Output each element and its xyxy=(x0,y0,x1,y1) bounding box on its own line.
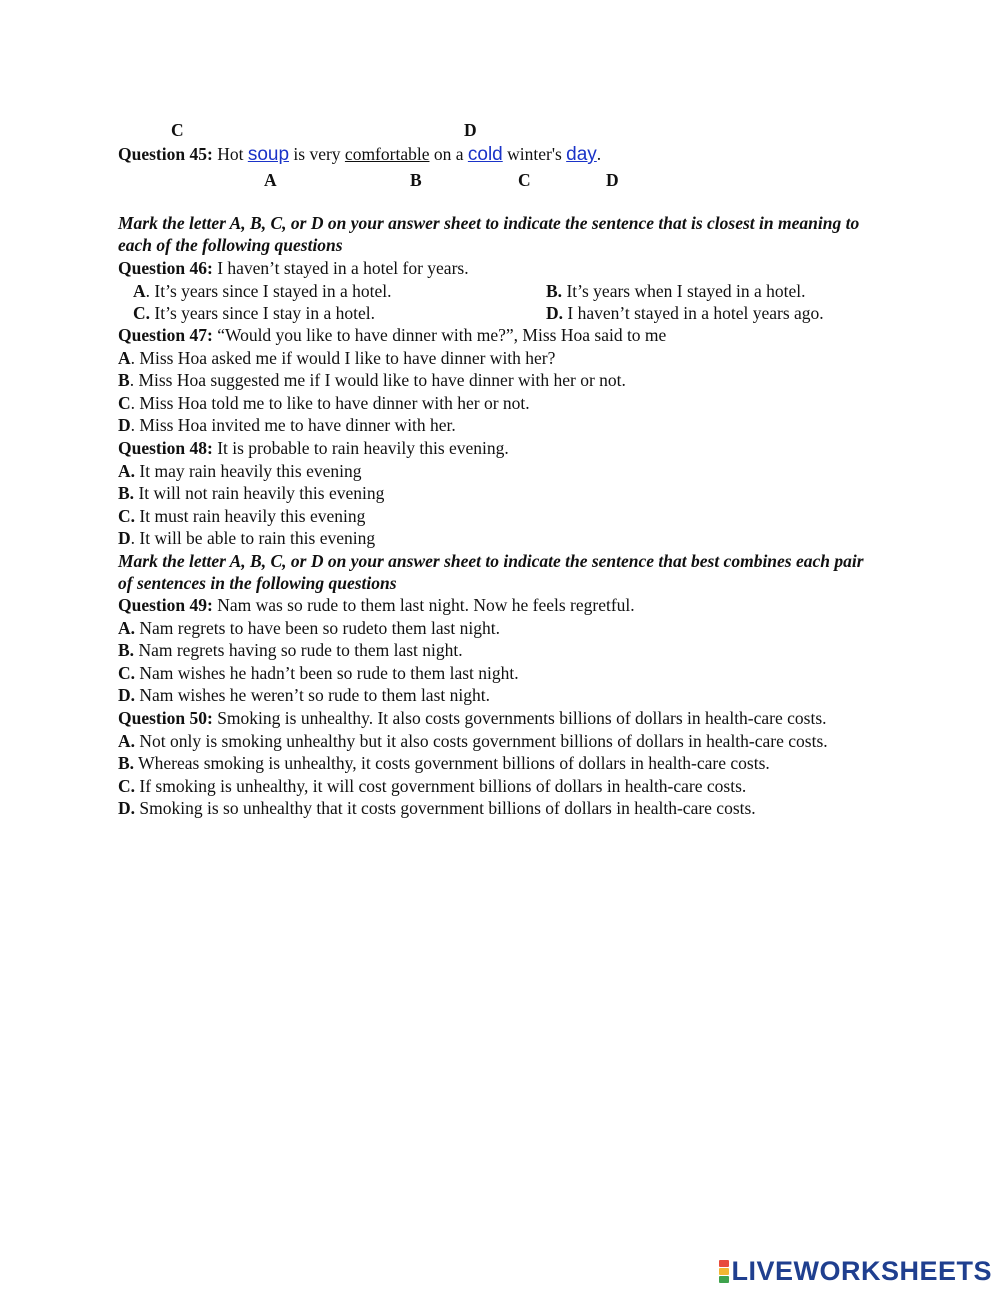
q44-letter-d: D xyxy=(464,120,477,140)
q45-letter-a: A xyxy=(264,170,277,190)
option-text: . Miss Hoa invited me to have dinner with her. xyxy=(130,415,456,435)
option-text: Nam wishes he weren’t so rude to them last night. xyxy=(135,685,490,705)
q50-option-a xyxy=(118,730,828,752)
q46-option-b-label: B. xyxy=(546,281,563,301)
question-49 xyxy=(118,594,635,616)
option-label: A. xyxy=(118,461,136,481)
option-text: Smoking is so unhealthy that it costs government billions of dollars in health-care costs. xyxy=(135,798,756,818)
option-text: Whereas smoking is unhealthy, it costs government billions of dollars in health-care costs. xyxy=(134,753,770,773)
question-45 xyxy=(118,143,601,166)
question-47-label: Question 47: xyxy=(118,325,213,345)
logo-text: LIVEWORKSHEETS xyxy=(731,1256,992,1286)
option-text: . Miss Hoa told me to like to have dinner with her or not. xyxy=(130,393,530,413)
q45-text-5: . xyxy=(596,144,602,164)
section-1-instruction-line-1: Mark the letter A, B, C, or D on your answer sheet to indicate the sentence that is closest in meaning to xyxy=(118,213,860,233)
question-48-stem: It is probable to rain heavily this evening. xyxy=(212,438,509,458)
q48-option-b xyxy=(118,482,384,504)
liveworksheets-blocks-icon xyxy=(719,1260,727,1283)
liveworksheets-logo[interactable] xyxy=(719,1256,992,1287)
q45-word-soup[interactable]: soup xyxy=(247,144,290,165)
option-label: B. xyxy=(118,640,135,660)
question-50-stem: Smoking is unhealthy. It also costs governments billions of dollars in health-care costs. xyxy=(212,708,827,728)
q49-option-c xyxy=(118,662,519,684)
q45-word-day[interactable]: day xyxy=(566,144,597,165)
option-label: D. xyxy=(118,685,136,705)
question-49-label: Question 49: xyxy=(118,595,213,615)
q45-word-cold[interactable]: cold xyxy=(467,144,503,165)
q49-option-b xyxy=(118,639,463,661)
q49-option-d xyxy=(118,684,490,706)
option-label: A xyxy=(118,348,131,368)
section-1-instruction-line-2: each of the following questions xyxy=(118,235,343,255)
option-text: Not only is smoking unhealthy but it also costs government billions of dollars in health-care costs. xyxy=(135,731,828,751)
q45-text-1: Hot xyxy=(212,144,248,164)
q48-option-a xyxy=(118,460,361,482)
q50-option-c xyxy=(118,775,746,797)
logo-block-green xyxy=(719,1276,729,1283)
question-48 xyxy=(118,437,509,459)
option-label: D xyxy=(118,415,131,435)
section-2-instruction-line-2: of sentences in the following questions xyxy=(118,573,397,593)
q48-option-c xyxy=(118,505,365,527)
q47-option-a xyxy=(118,347,555,369)
q45-text-4: winter's xyxy=(502,144,567,164)
option-label: C xyxy=(118,393,131,413)
q45-letter-c: C xyxy=(518,170,531,190)
question-46 xyxy=(118,257,469,279)
q45-word-comfortable: comfortable xyxy=(344,144,430,164)
question-49-stem: Nam was so rude to them last night. Now he feels regretful. xyxy=(212,595,635,615)
option-text: If smoking is unhealthy, it will cost government billions of dollars in health-care costs. xyxy=(135,776,747,796)
question-47-stem: “Would you like to have dinner with me?”, Miss Hoa said to me xyxy=(212,325,667,345)
option-text: It must rain heavily this evening xyxy=(135,506,366,526)
option-text: Nam regrets to have been so rudeto them last night. xyxy=(135,618,500,638)
q46-option-d-label: D. xyxy=(546,303,564,323)
section-2-instruction-line-1: Mark the letter A, B, C, or D on your answer sheet to indicate the sentence that best combines each pair xyxy=(118,551,864,571)
option-text: It may rain heavily this evening xyxy=(135,461,362,481)
q50-option-d xyxy=(118,797,756,819)
q46-option-a-text: . It’s years since I stayed in a hotel. xyxy=(145,281,392,301)
q46-option-c-text: It’s years since I stay in a hotel. xyxy=(150,303,376,323)
q46-option-b xyxy=(546,280,806,302)
q45-letter-b: B xyxy=(410,170,422,190)
option-label: C. xyxy=(118,663,136,683)
option-text: Nam regrets having so rude to them last night. xyxy=(134,640,463,660)
question-45-label: Question 45: xyxy=(118,144,213,164)
q45-text-2: is very xyxy=(289,144,345,164)
option-label: C. xyxy=(118,506,136,526)
q50-option-b xyxy=(118,752,770,774)
option-text: . Miss Hoa suggested me if I would like to have dinner with her or not. xyxy=(129,370,626,390)
question-48-label: Question 48: xyxy=(118,438,213,458)
option-text: . Miss Hoa asked me if would I like to have dinner with her? xyxy=(130,348,556,368)
q45-text-3: on a xyxy=(429,144,468,164)
q48-option-d xyxy=(118,527,375,549)
option-label: A. xyxy=(118,618,136,638)
q49-option-a xyxy=(118,617,500,639)
option-text: . It will be able to rain this evening xyxy=(130,528,376,548)
q47-option-c xyxy=(118,392,530,414)
q46-option-a xyxy=(133,280,392,302)
option-label: D xyxy=(118,528,131,548)
option-label: B xyxy=(118,370,130,390)
q45-letter-d: D xyxy=(606,170,619,190)
q46-option-c-label: C. xyxy=(133,303,151,323)
option-label: D. xyxy=(118,798,136,818)
option-label: B. xyxy=(118,483,135,503)
question-46-stem: I haven’t stayed in a hotel for years. xyxy=(212,258,469,278)
question-50 xyxy=(118,707,827,729)
question-46-label: Question 46: xyxy=(118,258,213,278)
q44-letter-c: C xyxy=(171,120,184,140)
q46-option-c xyxy=(133,302,375,324)
option-label: C. xyxy=(118,776,136,796)
option-text: It will not rain heavily this evening xyxy=(134,483,385,503)
option-label: A. xyxy=(118,731,136,751)
option-text: Nam wishes he hadn’t been so rude to them last night. xyxy=(135,663,519,683)
q46-option-b-text: It’s years when I stayed in a hotel. xyxy=(562,281,806,301)
logo-block-red xyxy=(719,1260,729,1267)
q47-option-b xyxy=(118,369,626,391)
logo-block-yellow xyxy=(719,1268,729,1275)
q46-option-d xyxy=(546,302,824,324)
question-47 xyxy=(118,324,666,346)
question-50-label: Question 50: xyxy=(118,708,213,728)
q47-option-d xyxy=(118,414,456,436)
q46-option-a-label: A xyxy=(133,281,146,301)
q46-option-d-text: I haven’t stayed in a hotel years ago. xyxy=(563,303,824,323)
option-label: B. xyxy=(118,753,135,773)
